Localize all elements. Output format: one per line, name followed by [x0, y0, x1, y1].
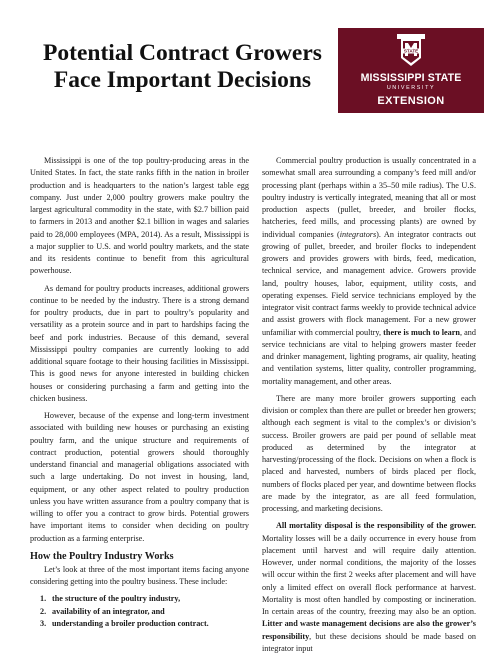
title-line-1: Potential Contract Growers	[43, 40, 322, 66]
msu-seal-icon	[395, 33, 427, 67]
logo-line-1: MISSISSIPPI STATE	[360, 72, 462, 84]
title-line-2: Face Important Decisions	[53, 67, 312, 93]
msu-extension-logo	[338, 28, 484, 113]
list-item: 3. understanding a broiler production contract.	[40, 618, 209, 628]
left-paragraph-3: However, because of the expense and long-term investment associated with building new houses or purchasing an existing poultry farm, and the unique structure and requirements of contract production, potential growers should thoroughly understand financial and managerial obligations associated with such a large undertaking. Do not invest in housing, land, equipment, or any other aspect related to poultry production unless you have written assurance from a poultry company that is willing to offer you a contract to grow birds. Potential growers have important items to consider when deciding on poultry production as a farming enterprise.	[30, 411, 249, 543]
right-paragraph-2: There are many more broiler growers supporting each division or complex than there are pullet or breeder hen growers; although each segment is vital to the complex’s or division’s success. Broiler growers are paid per pound of sellable meat produced as determined by the integrator at harvesting/processing of the flock. Decisions on when a flock is placed and harvested, numbers of birds placed per flock, numbers of flocks placed per year, and downtime between flocks are made by the integrator, as are all feed formulation, processing, and marketing decisions.	[262, 393, 476, 513]
seal-text: STATE	[403, 48, 419, 54]
item-list	[30, 593, 249, 630]
logo-line-3: EXTENSION	[377, 95, 445, 107]
right-column	[262, 155, 476, 660]
right-paragraph-3: All mortality disposal is the responsibility of the grower. Mortality losses will be a daily occurrence in every house from placement until harvest and will require daily attention. However, under normal conditions, the majority of the losses will occur within the first 2 weeks after placement and will have only a limited effect on overall flock performance at harvest. Mortality is most often handled by composting or incineration. In certain areas of the country, freezing may also be an option. Litter and waste management decisions are also the grower’s responsibility, but these decisions should be made based on integrator input	[262, 521, 476, 653]
left-paragraph-1: Mississippi is one of the top poultry-producing areas in the United States. In fact, the state ranks fifth in the nation in broiler production and is headquarters to the nation’s largest table egg company. Just under 2,000 poultry growers make poultry the largest agricultural commodity in the state, with $2.7 billion paid to farmers in 2013 and another $2.1 billion in wages and salaries paid to 28,000 employees (MPA, 2014). As a result, Mississippi is a major supplier to U.S. and world poultry markets, and the state and its residents continue to benefit from this agricultural powerhouse.	[30, 156, 249, 276]
left-paragraph-2: As demand for poultry products increases, additional growers continue to be needed by the industry. There is a strong demand for poultry products, due in part to poultry’s popularity and versatility as a protein source and in part to hardships facing the beef and pork industries. Because of this demand, several Mississippi poultry companies are currently looking to add additional square footage to their housing facilities in Mississippi. This is good news for anyone interested in building chicken houses or considering purchasing a farm and getting into the chicken business.	[30, 283, 249, 403]
page-title	[30, 40, 335, 94]
list-item: 1. the structure of the poultry industry,	[40, 594, 181, 604]
logo-line-2: UNIVERSITY	[386, 85, 436, 91]
left-column	[30, 155, 249, 630]
right-paragraph-1: Commercial poultry production is usually concentrated in a somewhat small area surrounding a company’s feed mill and/or processing plant (perhaps within a 35–50 mile radius). The U.S. poultry industry is vertically integrated, meaning that all or most production aspects (pullet, breeder, and broiler flocks, hatcheries, feed mills, and processing plants) are owned by individual companies (integrators). An integrator contracts out growing of pullet, breeder, and broiler flocks to independent growers and provides growers with birds, feed, medication, technical service, and management advice. Growers provide land, poultry houses, labor, equipment, utility costs, and operating expenses. Field service technicians employed by the integrator visit contract farms weekly to provide technical advice and assist growers with flock management. For a new grower unfamiliar with commercial poultry, there is much to learn, and service technicians are vital to helping growers master feeder and drinker management, lighting programs, air quality, heating and ventilation systems, litter quality, controller programming, mortality management, and other areas.	[262, 156, 476, 386]
section-heading: How the Poultry Industry Works	[30, 550, 174, 562]
left-paragraph-4: Let’s look at three of the most important items facing anyone considering getting into the poultry business. These include:	[30, 564, 249, 586]
list-item: 2. availability of an integrator, and	[40, 606, 165, 616]
